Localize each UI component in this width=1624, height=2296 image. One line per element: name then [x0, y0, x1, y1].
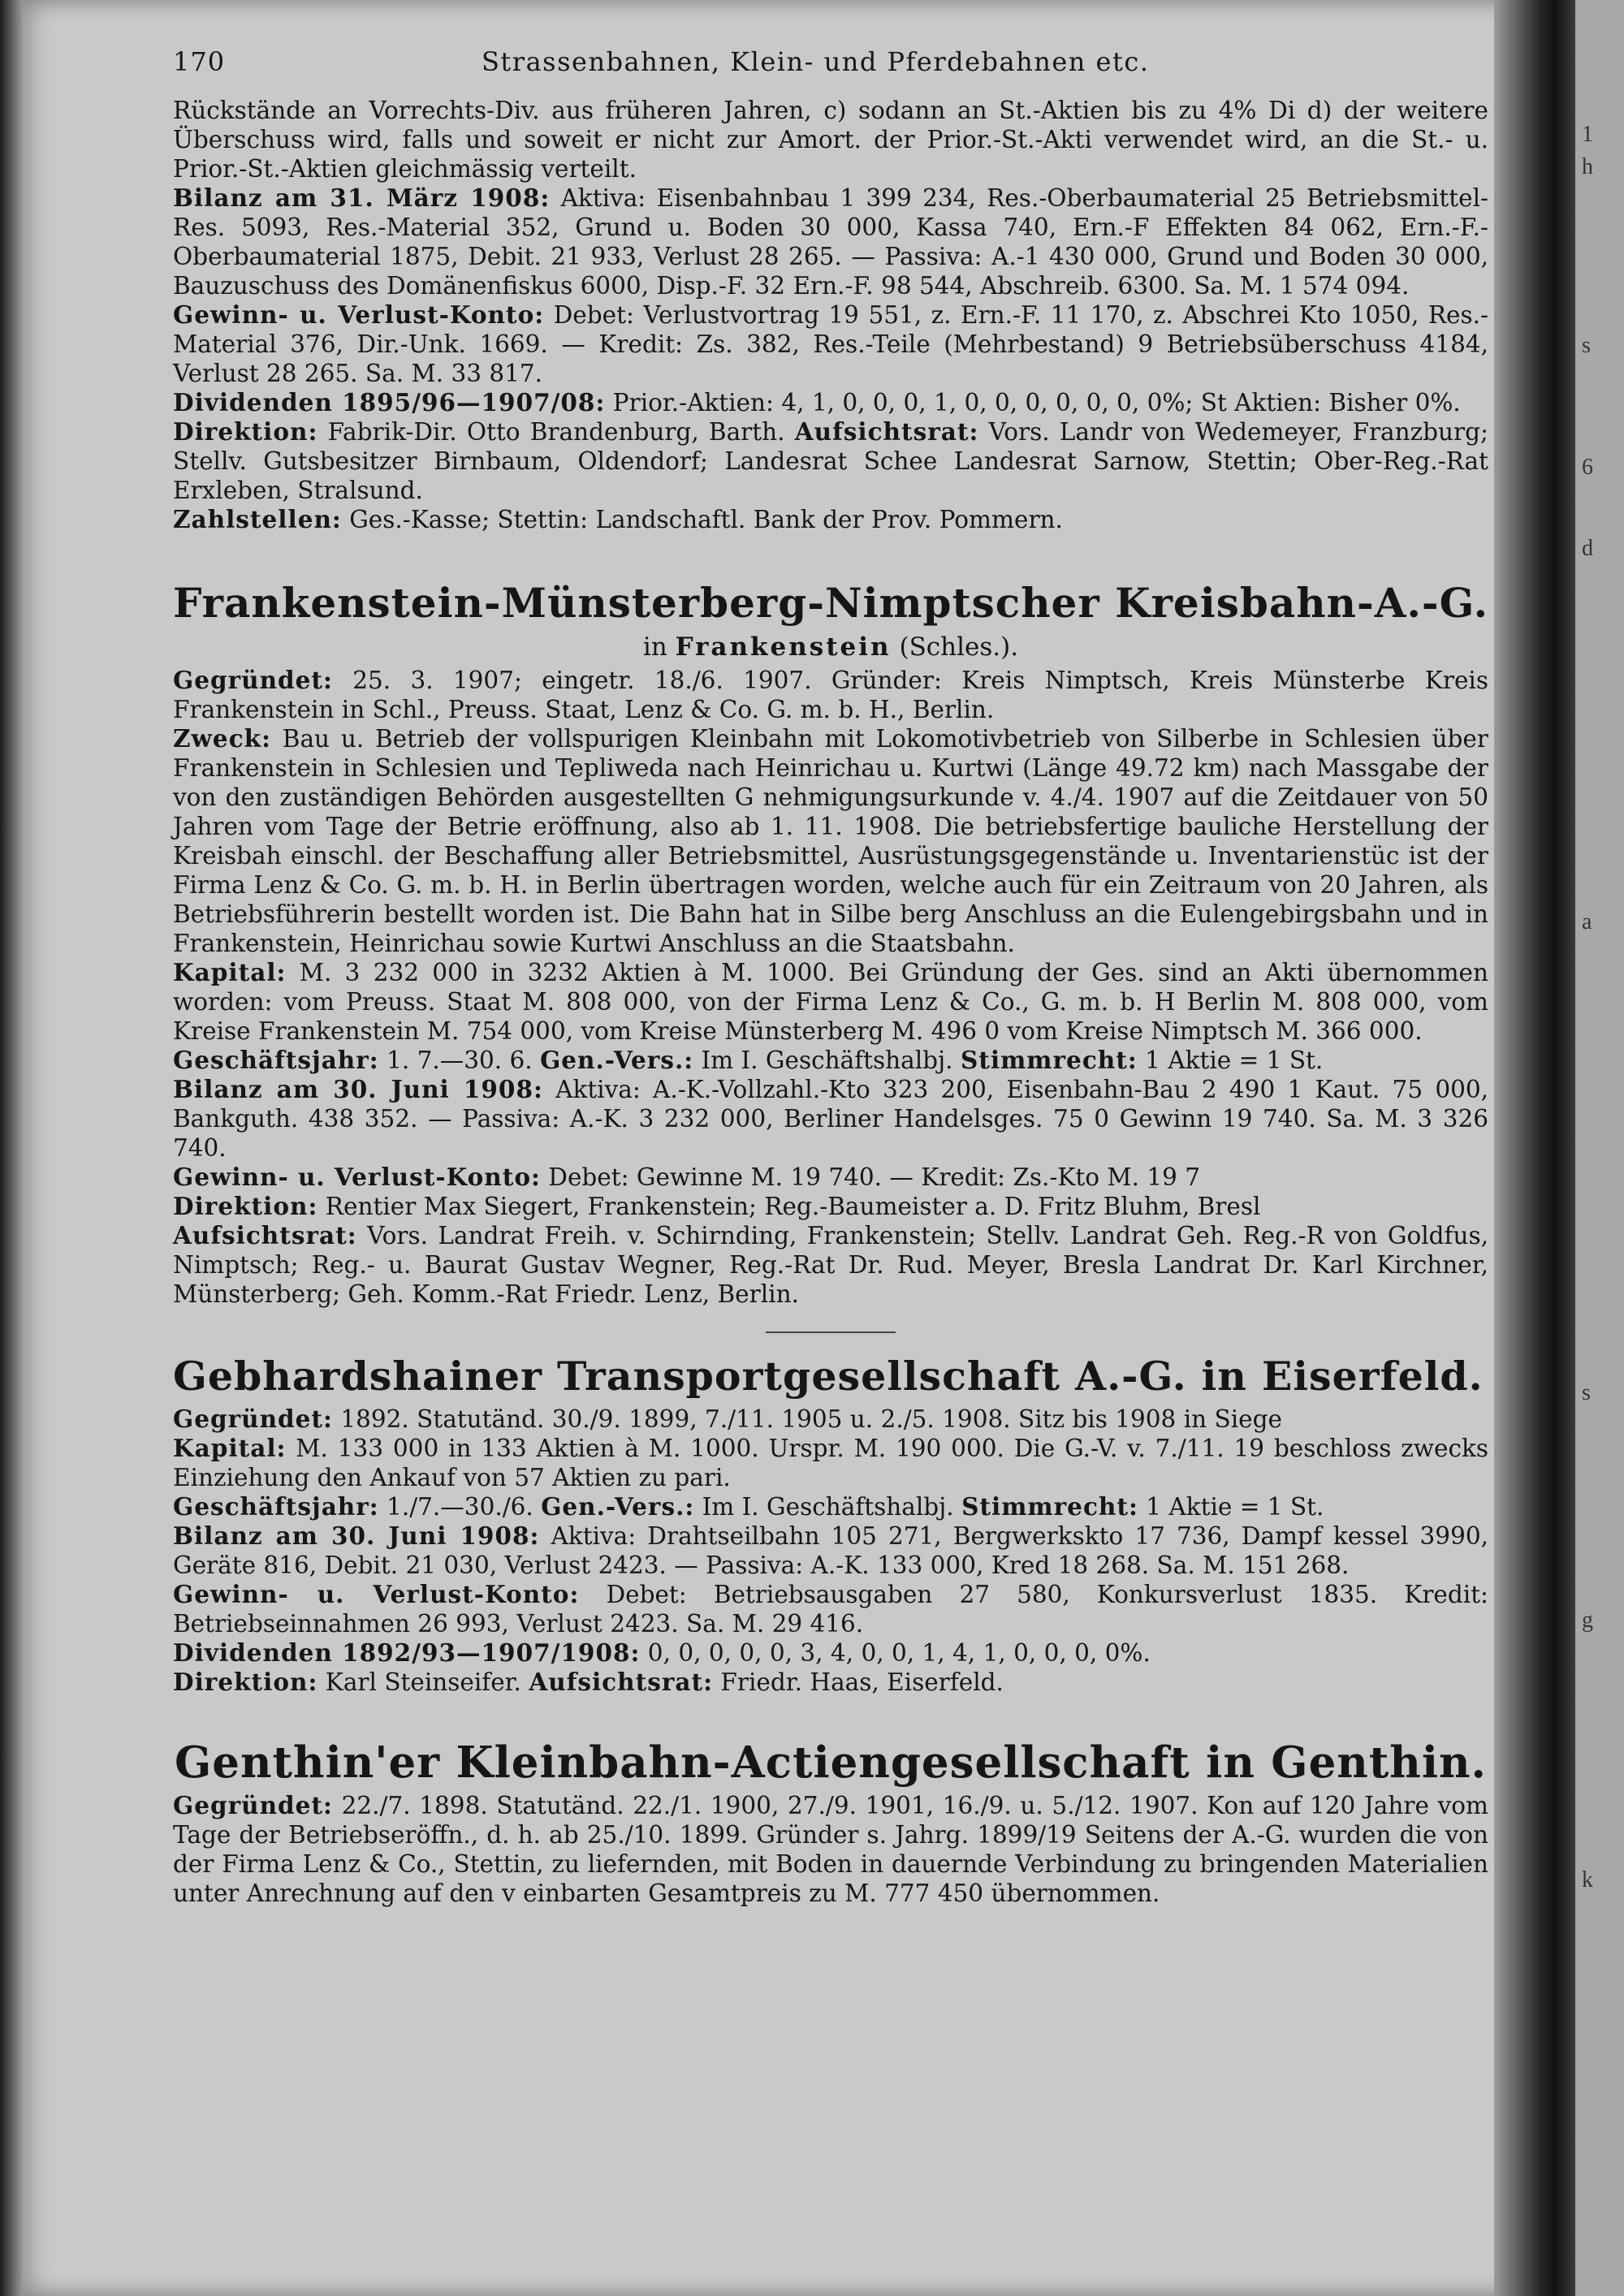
c1-aufsichtsrat-paragraph	[173, 1221, 1488, 1309]
prev-gv-label: Gewinn- u. Verlust-Konto:	[173, 300, 545, 329]
c1-zweck-label: Zweck:	[173, 724, 271, 753]
c2-aufsichtsrat-text: Friedr. Haas, Eiserfeld.	[720, 1668, 1004, 1696]
c2-guv-text: Debet: Betriebsausgaben 27 580, Konkursverlust 1835. Kredit: Betriebseinnahmen 26 993, Verlust 2423. Sa. M. 29 416.	[173, 1581, 1488, 1638]
running-title: Strassenbahnen, Klein- und Pferdebahnen etc.	[482, 46, 1150, 77]
c2-geschaeftsjahr-paragraph	[173, 1492, 1488, 1521]
c2-aufsichtsrat-label: Aufsichtsrat:	[529, 1668, 713, 1696]
c1-direktion-label: Direktion:	[173, 1192, 318, 1220]
prev-ar-text: Vors. Landr von Wedemeyer, Franzburg; Stellv. Gutsbesitzer Birnbaum, Oldendorf; Landesrat Schee Landesrat Sarnow, Stettin; Ober-Reg.-Rat Erxleben, Stralsund.	[173, 418, 1488, 504]
c2-guv-paragraph	[173, 1580, 1488, 1638]
c1-genvers-label: Gen.-Vers.:	[540, 1046, 694, 1074]
prev-div-label: Dividenden 1895/96—1907/08:	[173, 388, 606, 416]
c1-geschaeftsjahr-paragraph	[173, 1046, 1488, 1075]
company-location	[173, 632, 1488, 662]
prev-zahl-text: Ges.-Kasse; Stettin: Landschaftl. Bank der Prov. Pommern.	[349, 506, 1063, 533]
c2-stimmrecht-label: Stimmrecht:	[961, 1492, 1138, 1521]
c1-guv-text: Debet: Gewinne M. 19 740. — Kredit: Zs.-Kto M. 19 7	[548, 1163, 1201, 1191]
company-title-frankenstein: Frankenstein-Münsterberg-Nimptscher Kreisbahn-A.-G.	[173, 579, 1488, 627]
adjacent-page-edge	[1575, 0, 1624, 2296]
prev-div-text: Prior.-Aktien: 4, 1, 0, 0, 0, 1, 0, 0, 0, 0, 0, 0, 0%; St Aktien: Bisher 0%.	[612, 389, 1461, 416]
c2-gegruendet-paragraph	[173, 1405, 1488, 1434]
location-name: Frankenstein	[675, 632, 892, 662]
c1-guv-label: Gewinn- u. Verlust-Konto:	[173, 1163, 541, 1191]
company-title-genthin: Genthin'er Kleinbahn-Actiengesellschaft in Genthin.	[175, 1737, 1487, 1788]
page-number: 170	[173, 46, 226, 77]
c1-aufsichtsrat-label: Aufsichtsrat:	[173, 1221, 357, 1249]
c3-gegruendet-text: 22./7. 1898. Statutänd. 22./1. 1900, 27./9. 1901, 16./9. u. 5./12. 1907. Kon auf 120 Jahre vom Tage der Betriebseröffn., d. h. ab 25./10. 1899. Gründer s. Jahrg. 1899/19 Seitens der A.-G. wurden die von der Firma Lenz & Co., Stettin, zu liefernden, mit Boden in dauernde Verbindung zu bringenden Materialien unter Anrechnung auf den v einbarten Gesamtpreis zu M. 777 450 übernommen.	[173, 1792, 1488, 1907]
c1-gegruendet-text: 25. 3. 1907; eingetr. 18./6. 1907. Gründer: Kreis Nimptsch, Kreis Münsterbe Kreis Frankenstein in Schl., Preuss. Staat, Lenz & Co. G. m. b. H., Berlin.	[173, 667, 1488, 723]
c2-gj-label: Geschäftsjahr:	[173, 1492, 379, 1521]
c1-gegruendet-label: Gegründet:	[173, 666, 333, 694]
c2-dividenden-text: 0, 0, 0, 0, 0, 3, 4, 0, 0, 1, 4, 1, 0, 0, 0, 0%.	[647, 1639, 1151, 1667]
adjacent-page-fragment: a	[1582, 909, 1592, 934]
c1-guv-paragraph	[173, 1163, 1488, 1192]
c1-stimmrecht-label: Stimmrecht:	[960, 1046, 1138, 1074]
c2-dividenden-label: Dividenden 1892/93—1907/1908:	[173, 1638, 641, 1667]
c2-direktion-paragraph	[173, 1668, 1488, 1697]
prev-gv-paragraph	[173, 300, 1488, 388]
prev-zahl-label: Zahlstellen:	[173, 505, 342, 533]
c1-bilanz-paragraph	[173, 1075, 1488, 1163]
c1-kapital-label: Kapital:	[173, 958, 287, 986]
prev-bilanz-text: Aktiva: Eisenbahnbau 1 399 234, Res.-Oberbaumaterial 25 Betriebsmittel-Res. 5093, Res.-Material 352, Grund u. Boden 30 000, Kassa 740, Ern.-F Effekten 84 062, Ern.-F.-Oberbaumaterial 1875, Debit. 21 933, Verlust 28 265. — Passiva: A.-1 430 000, Grund und Boden 30 000, Bauzuschuss des Domänenfiskus 6000, Disp.-F. 32 Ern.-F. 98 544, Abschreib. 6300. Sa. M. 1 574 094.	[173, 184, 1488, 300]
adjacent-page-fragment: d	[1582, 536, 1593, 561]
c1-gj-text: 1. 7.—30. 6.	[387, 1047, 533, 1074]
c2-gj-text: 1./7.—30./6.	[387, 1493, 533, 1521]
c3-gegruendet-label: Gegründet:	[173, 1791, 333, 1819]
c2-gegruendet-label: Gegründet:	[173, 1405, 333, 1433]
prev-dir-paragraph	[173, 417, 1488, 505]
adjacent-page-fragment: g	[1582, 1608, 1593, 1633]
c2-kapital-label: Kapital:	[173, 1434, 287, 1462]
prev-div-paragraph	[173, 388, 1488, 417]
c1-direktion-text: Rentier Max Siegert, Frankenstein; Reg.-Baumeister a. D. Fritz Bluhm, Bresl	[325, 1193, 1261, 1220]
prev-gv-text: Debet: Verlustvortrag 19 551, z. Ern.-F. 11 170, z. Abschrei Kto 1050, Res.-Material 376, Dir.-Unk. 1669. — Kredit: Zs. 382, Res.-Teile (Mehrbestand) 9 Betriebsüberschuss 4184, Verlust 28 265. Sa. M. 33 817.	[173, 301, 1488, 387]
c1-bilanz-label: Bilanz am 30. Juni 1908:	[173, 1075, 543, 1103]
c2-genvers-label: Gen.-Vers.:	[541, 1492, 695, 1521]
book-gutter	[1494, 0, 1575, 2296]
c2-gegruendet-text: 1892. Statutänd. 30./9. 1899, 7./11. 1905 u. 2./5. 1908. Sitz bis 1908 in Siege	[340, 1405, 1282, 1433]
adjacent-page-fragment: s	[1582, 1380, 1591, 1405]
c1-kapital-text: M. 3 232 000 in 3232 Aktien à M. 1000. Bei Gründung der Ges. sind an Akti übernommen worden: vom Preuss. Staat M. 808 000, von der Firma Lenz & Co., G. m. b. H Berlin M. 808 000, vom Kreise Frankenstein M. 754 000, vom Kreise Münsterberg M. 496 0 vom Kreise Nimptsch M. 366 000.	[173, 959, 1488, 1045]
c1-bilanz-text: Aktiva: A.-K.-Vollzahl.-Kto 323 200, Eisenbahn-Bau 2 490 1 Kaut. 75 000, Bankguth. 438 352. — Passiva: A.-K. 3 232 000, Berliner Handelsges. 75 0 Gewinn 19 740. Sa. M. 3 326 740.	[173, 1076, 1489, 1162]
c2-kapital-paragraph	[173, 1434, 1488, 1492]
company-title-gebhardshainer: Gebhardshainer Transportgesellschaft A.-G. in Eiserfeld.	[173, 1353, 1484, 1400]
prev-bilanz-paragraph	[173, 183, 1488, 300]
c2-stimmrecht-text: 1 Aktie = 1 St.	[1146, 1493, 1324, 1521]
page-header	[173, 47, 1488, 96]
c2-dividenden-paragraph	[173, 1638, 1488, 1668]
c2-bilanz-label: Bilanz am 30. Juni 1908:	[173, 1521, 540, 1550]
prev-bilanz-label: Bilanz am 31. März 1908:	[173, 183, 551, 212]
location-prefix: in	[642, 632, 667, 662]
c1-stimmrecht-text: 1 Aktie = 1 St.	[1145, 1047, 1324, 1074]
c1-genvers-text: Im I. Geschäftshalbj.	[701, 1047, 953, 1074]
prev-dir-label: Direktion:	[173, 417, 318, 446]
c2-genvers-text: Im I. Geschäftshalbj.	[702, 1493, 954, 1521]
c1-gegruendet-paragraph	[173, 666, 1488, 724]
c2-kapital-text: M. 133 000 in 133 Aktien à M. 1000. Urspr. M. 190 000. Die G.-V. v. 7./11. 19 beschloss zwecks Einziehung den Ankauf von 57 Aktien zu pari.	[173, 1435, 1488, 1491]
adjacent-page-fragment: k	[1582, 1867, 1593, 1892]
c2-bilanz-paragraph	[173, 1521, 1488, 1580]
c2-bilanz-text: Aktiva: Drahtseilbahn 105 271, Bergwerkskto 17 736, Dampf kessel 3990, Geräte 816, Debit. 21 030, Verlust 2423. — Passiva: A.-K. 133 000, Kred 18 268. Sa. M. 151 268.	[173, 1522, 1488, 1579]
c1-zweck-text: Bau u. Betrieb der vollspurigen Kleinbahn mit Lokomotivbetrieb von Silberbe in Schlesien über Frankenstein in Schlesien und Tepliweda nach Heinrichau u. Kurtwi (Länge 49.72 km) nach Massgabe der von den zuständigen Behörden ausgestellten G nehmigungsurkunde v. 4./4. 1907 auf die Zeitdauer von 50 Jahren vom Tage der Betrie eröffnung, also ab 1. 11. 1908. Die betriebsfertige bauliche Herstellung der Kreisbah einschl. der Beschaffung aller Betriebsmittel, Ausrüstungsgegenstände u. Inventarienstüc ist der Firma Lenz & Co. G. m. b. H. in Berlin übertragen worden, welche auch für ein Zeitraum von 20 Jahren, als Betriebsführerin bestellt worden ist. Die Bahn hat in Silbe berg Anschluss an die Eulengebirgsbahn und in Frankenstein, Heinrichau sowie Kurtwi Anschluss an die Staatsbahn.	[173, 725, 1488, 957]
page-content	[173, 47, 1488, 1908]
prev-intro-paragraph: Rückstände an Vorrechts-Div. aus früheren Jahren, c) sodann an St.-Aktien bis zu 4% Di d) der weitere Überschuss wird, falls und soweit er nicht zur Amort. der Prior.-St.-Akti verwendet wird, an die St.- u. Prior.-St.-Aktien gleichmässig verteilt.	[173, 97, 1488, 183]
prev-zahl-paragraph	[173, 505, 1488, 534]
c1-kapital-paragraph	[173, 958, 1488, 1046]
location-suffix: (Schles.).	[899, 632, 1019, 662]
adjacent-page-fragment: 1	[1582, 122, 1593, 147]
c1-direktion-paragraph	[173, 1192, 1488, 1221]
adjacent-page-fragment: s	[1582, 333, 1591, 358]
scan-left-edge	[0, 0, 23, 2296]
c3-gegruendet-paragraph	[173, 1791, 1488, 1908]
c1-aufsichtsrat-text: Vors. Landrat Freih. v. Schirnding, Frankenstein; Stellv. Landrat Geh. Reg.-R von Goldfus, Nimptsch; Reg.- u. Baurat Gustav Wegner, Reg.-Rat Dr. Rud. Meyer, Bresla Landrat Dr. Karl Kirchner, Münsterberg; Geh. Komm.-Rat Friedr. Lenz, Berlin.	[173, 1222, 1488, 1308]
section-divider	[766, 1331, 896, 1333]
adjacent-page-fragment: 6	[1582, 455, 1593, 480]
prev-dir-text: Fabrik-Dir. Otto Brandenburg, Barth.	[327, 418, 785, 446]
c2-direktion-text: Karl Steinseifer.	[325, 1668, 521, 1696]
prev-ar-label: Aufsichtsrat:	[794, 417, 979, 446]
adjacent-page-fragment: h	[1582, 154, 1593, 179]
c1-gj-label: Geschäftsjahr:	[173, 1046, 379, 1074]
c2-guv-label: Gewinn- u. Verlust-Konto:	[173, 1580, 580, 1608]
c1-zweck-paragraph	[173, 724, 1488, 958]
c2-direktion-label: Direktion:	[173, 1668, 318, 1696]
